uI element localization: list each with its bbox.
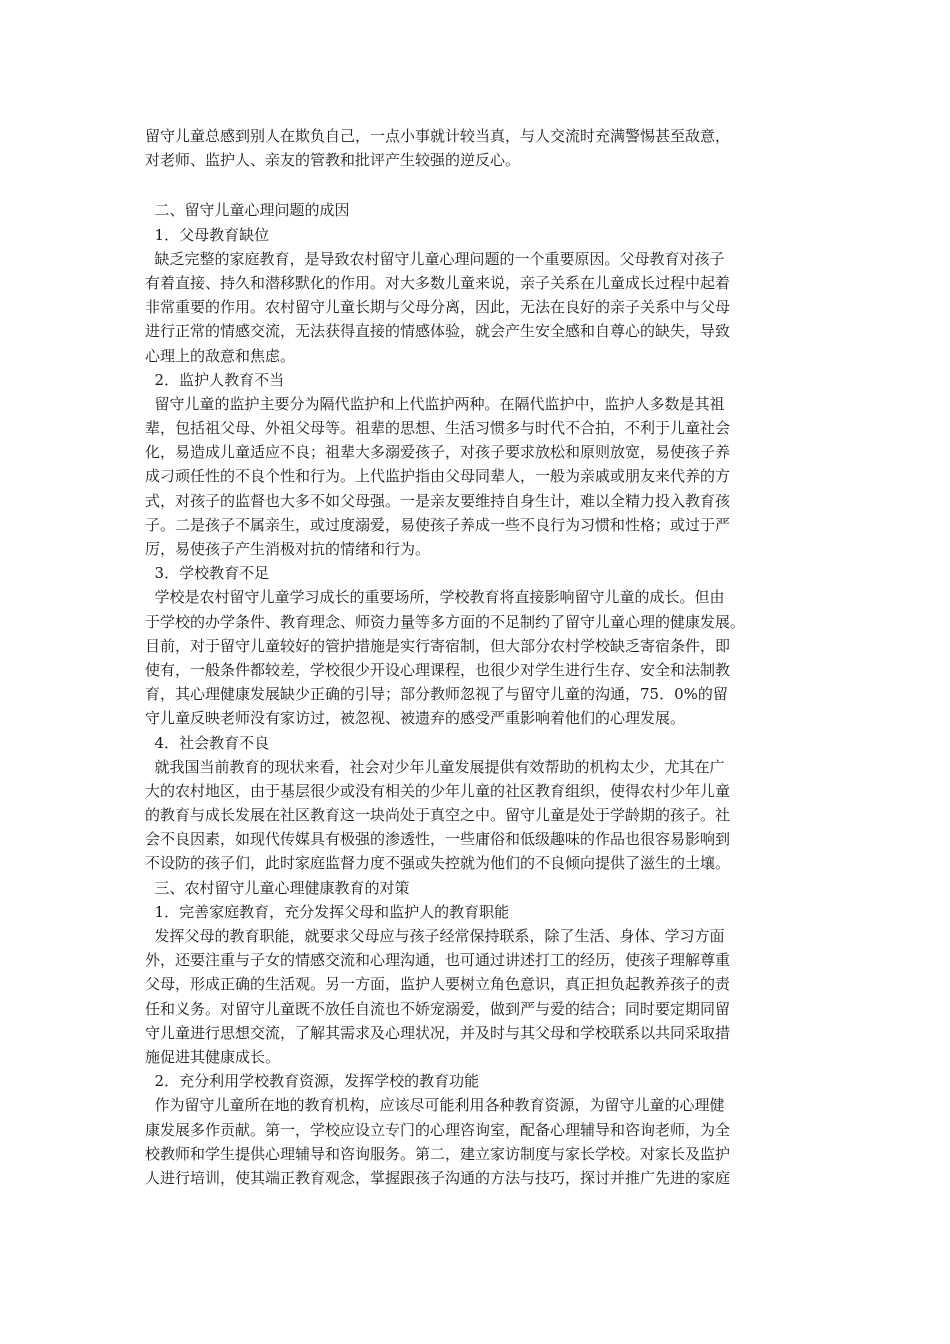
text-line: 任和义务。对留守儿童既不放任自流也不娇宠溺爱，做到严与爱的结合；同时要定期同留: [145, 999, 731, 1018]
text-line: 进行正常的情感交流，无法获得直接的情感体验，就会产生安全感和自尊心的缺失，导致: [145, 322, 731, 341]
text-line: 2．充分利用学校教育资源，发挥学校的教育功能: [145, 1072, 480, 1091]
text-line: 留守儿童的监护主要分为隔代监护和上代监护两种。在隔代监护中，监护人多数是其祖: [145, 394, 725, 413]
text-line: 三、农村留守儿童心理健康教育的对策: [145, 878, 410, 897]
text-line: 非常重要的作用。农村留守儿童长期与父母分离，因此，无法在良好的亲子关系中与父母: [145, 298, 731, 317]
text-line: 1．完善家庭教育，充分发挥父母和监护人的教育职能: [145, 902, 510, 921]
text-line: 于学校的办学条件、教育理念、师资力量等多方面的不足制约了留守儿童心理的健康发展。: [145, 612, 746, 631]
document-body: [145, 124, 815, 1190]
text-line: 施促进其健康成长。: [145, 1047, 281, 1066]
text-line: 2．监护人教育不当: [145, 370, 285, 389]
text-line: 成刁顽任性的不良个性和行为。上代监护指由父母同辈人，一般为亲戚或朋友来代养的方: [145, 467, 731, 486]
text-line: 4．社会教育不良: [145, 733, 270, 752]
text-line: 守儿童进行思想交流，了解其需求及心理状况，并及时与其父母和学校联系以共同采取措: [145, 1023, 731, 1042]
text-line: 就我国当前教育的现状来看，社会对少年儿童发展提供有效帮助的机构太少，尤其在广: [145, 757, 725, 776]
text-line: 人进行培训，使其端正教育观念，掌握跟孩子沟通的方法与技巧，探讨并推广先进的家庭: [145, 1168, 731, 1187]
text-line: 育，其心理健康发展缺少正确的引导；部分教师忽视了与留守儿童的沟通，75．0%的留: [145, 685, 728, 704]
text-line: 的教育与成长发展在社区教育这一块尚处于真空之中。留守儿童是处于学龄期的孩子。社: [145, 806, 731, 825]
text-line: 不设防的孩子们，此时家庭监督力度不强或失控就为他们的不良倾向提供了滋生的土壤。: [145, 854, 731, 873]
text-line: 会不良因素，如现代传媒具有极强的渗透性，一些庸俗和低级趣味的作品也很容易影响到: [145, 830, 731, 849]
text-line: 1．父母教育缺位: [145, 225, 270, 244]
text-line: 守儿童反映老师没有家访过，被忽视、被遗弃的感受严重影响着他们的心理发展。: [145, 709, 686, 728]
text-line: 辈，包括祖父母、外祖父母等。祖辈的思想、生活习惯多与时代不合拍，不利于儿童社会: [145, 419, 731, 438]
text-line: 心理上的敌意和焦虑。: [145, 346, 296, 365]
text-line: 目前，对于留守儿童较好的管护措施是实行寄宿制，但大部分农村学校缺乏寄宿条件，即: [145, 636, 731, 655]
text-line: 缺乏完整的家庭教育，是导致农村留守儿童心理问题的一个重要原因。父母教育对孩子: [145, 249, 725, 268]
text-line: 化，易造成儿童适应不良；祖辈大多溺爱孩子，对孩子要求放松和原则放宽，易使孩子养: [145, 443, 731, 462]
text-line: 作为留守儿童所在地的教育机构，应该尽可能利用各种教育资源，为留守儿童的心理健: [145, 1096, 725, 1115]
text-line: 子。二是孩子不属亲生，或过度溺爱，易使孩子养成一些不良行为习惯和性格；或过于严: [145, 515, 731, 534]
text-line: 3．学校教育不足: [145, 564, 270, 583]
text-line: 大的农村地区，由于基层很少或没有相关的少年儿童的社区教育组织，使得农村少年儿童: [145, 781, 731, 800]
text-line: 康发展多作贡献。第一，学校应设立专门的心理咨询室，配备心理辅导和咨询老师，为全: [145, 1120, 731, 1139]
text-line: 留守儿童总感到别人在欺负自己，一点小事就计较当真，与人交流时充满警惕甚至敌意，: [145, 127, 731, 145]
text-line: 学校是农村留守儿童学习成长的重要场所，学校教育将直接影响留守儿童的成长。但由: [145, 588, 725, 607]
text-line: 校教师和学生提供心理辅导和咨询服务。第二，建立家访制度与家长学校。对家长及监护: [145, 1144, 731, 1163]
text-line: 发挥父母的教育职能，就要求父母应与孩子经常保持联系，除了生活、身体、学习方面: [145, 927, 725, 945]
text-line: 对老师、监护人、亲友的管教和批评产生较强的逆反心。: [145, 151, 521, 170]
text-line: 厉，易使孩子产生消极对抗的情绪和行为。: [145, 540, 431, 558]
text-line: 外，还要注重与子女的情感交流和心理沟通，也可通过讲述打工的经历，使孩子理解尊重: [145, 951, 731, 970]
text-line: 父母，形成正确的生活观。另一方面，监护人要树立角色意识，真正担负起教养孩子的责: [145, 975, 731, 994]
text-line: 二、留守儿童心理问题的成因: [145, 201, 350, 220]
paragraph-gap: [145, 172, 815, 198]
text-line: 使有，一般条件都较差，学校很少开设心理课程，也很少对学生进行生存、安全和法制教: [145, 660, 731, 679]
text-line: 式，对孩子的监督也大多不如父母强。一是亲友要维持自身生计，难以全精力投入教育孩: [145, 491, 731, 510]
text-line: 有着直接、持久和潜移默化的作用。对大多数儿童来说，亲子关系在儿童成长过程中起着: [145, 273, 731, 292]
